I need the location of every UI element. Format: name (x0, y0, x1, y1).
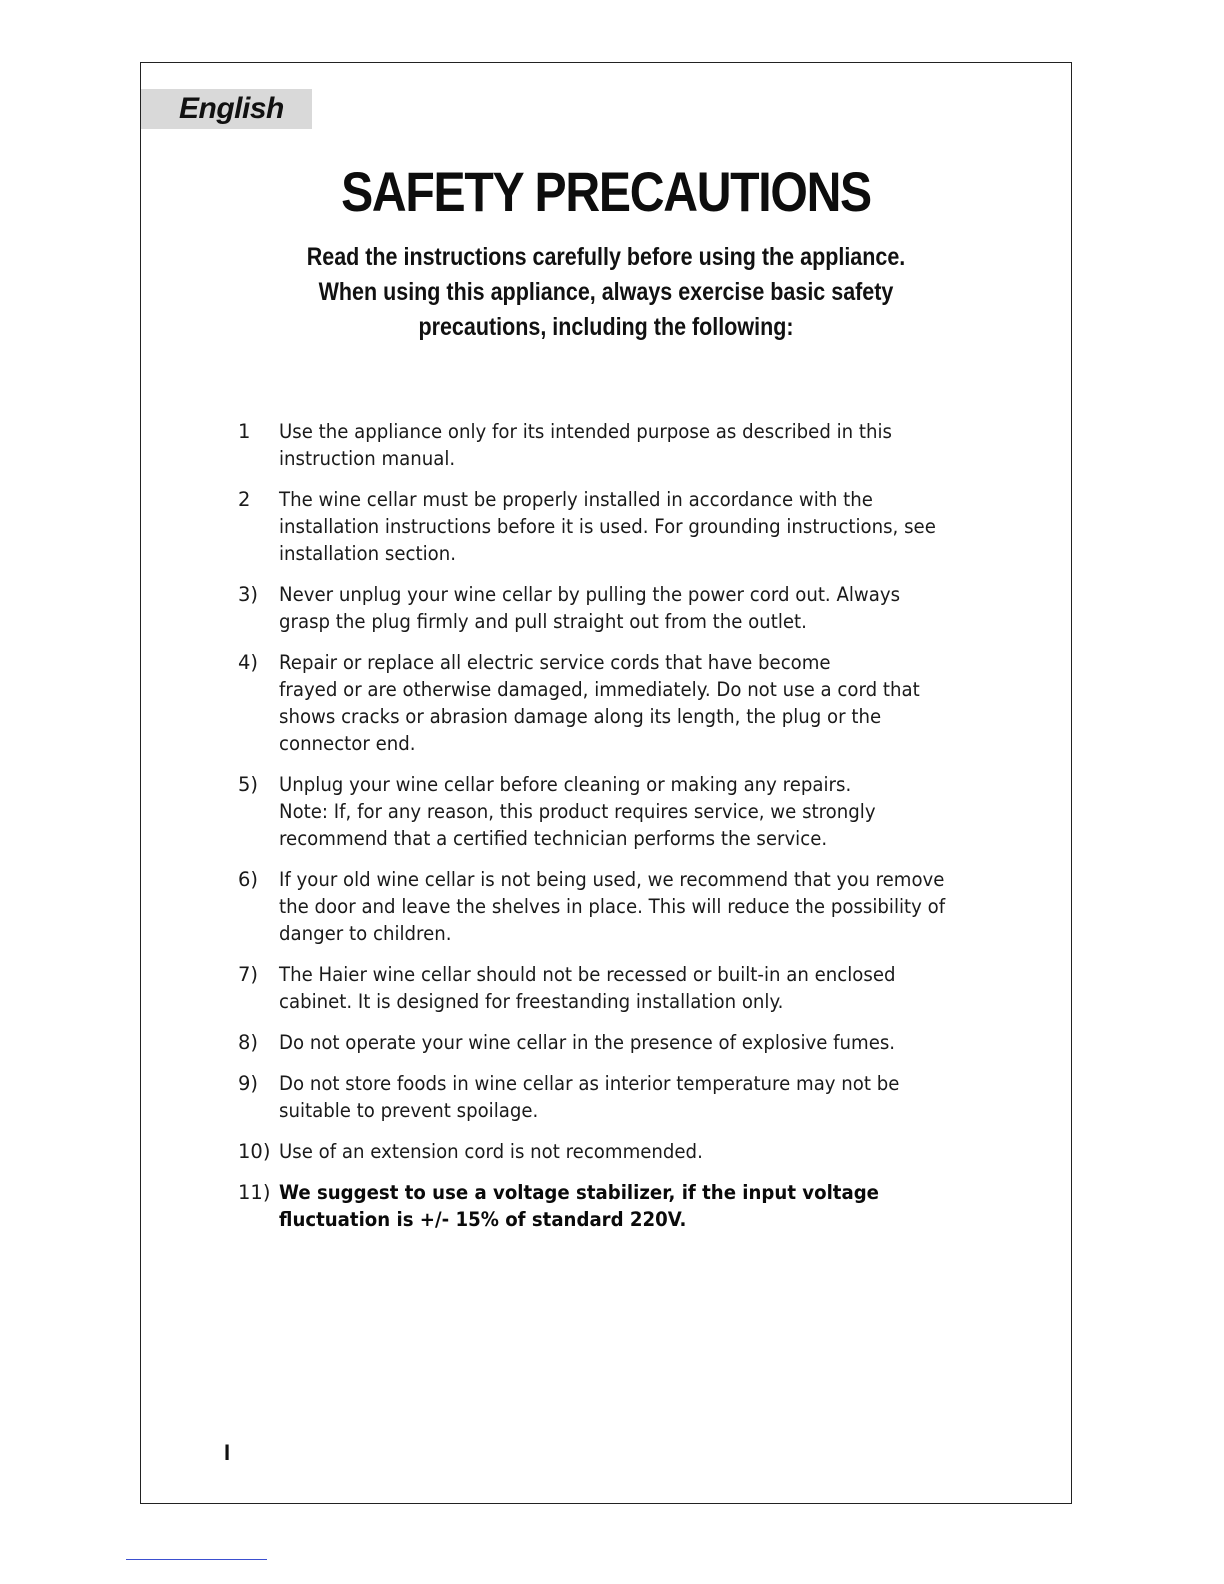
item-text (279, 866, 995, 947)
item-line: installation instructions before it is used. For grounding instructions, see (279, 515, 936, 538)
item-line: instruction manual. (279, 447, 456, 470)
item-line: Note: If, for any reason, this product requires service, we strongly (279, 800, 876, 823)
item-line: Do not operate your wine cellar in the presence of explosive fumes. (279, 1031, 896, 1054)
item-text (279, 1029, 990, 1056)
item-number: 5) (238, 773, 259, 796)
precautions-list (230, 418, 990, 1247)
item-text (279, 1070, 990, 1124)
list-item (230, 1138, 990, 1165)
item-line: installation section. (279, 542, 456, 565)
item-text (279, 649, 990, 757)
item-number: 8) (238, 1031, 259, 1054)
item-line: the door and leave the shelves in place. This will reduce the possibility of (279, 895, 946, 918)
item-line: suitable to prevent spoilage. (279, 1099, 539, 1122)
item-line: We suggest to use a voltage stabilizer, if the input voltage (279, 1181, 879, 1204)
item-line: connector end. (279, 732, 416, 755)
item-line: If your old wine cellar is not being used, we recommend that you remove (279, 868, 945, 891)
list-item (230, 771, 990, 852)
item-number: 2 (238, 488, 251, 511)
item-line: Repair or replace all electric service cords that have become (279, 651, 831, 674)
list-item (230, 649, 990, 757)
item-number: 7) (238, 963, 259, 986)
intro-line: When using this appliance, always exercise basic safety (318, 278, 894, 306)
item-text (279, 418, 990, 472)
item-line: frayed or are otherwise damaged, immediately. Do not use a cord that (279, 678, 920, 701)
item-text (279, 961, 990, 1015)
item-number: 3) (238, 583, 259, 606)
intro-line: Read the instructions carefully before using the appliance. (306, 243, 906, 271)
list-item (230, 1179, 990, 1233)
list-item (230, 866, 990, 947)
intro-paragraph (240, 240, 972, 345)
list-item (230, 581, 990, 635)
item-line: Use of an extension cord is not recommended. (279, 1140, 703, 1163)
intro-line: precautions, including the following: (418, 313, 794, 341)
item-number: 1 (238, 420, 251, 443)
footer-divider (126, 1559, 267, 1560)
list-item (230, 1070, 990, 1124)
list-item (230, 418, 990, 472)
item-number: 10) (238, 1140, 271, 1163)
list-item (230, 1029, 990, 1056)
item-number: 4) (238, 651, 259, 674)
item-text (279, 771, 990, 852)
page-number: I (224, 1440, 231, 1465)
list-item (230, 486, 990, 567)
item-text (279, 1179, 990, 1233)
item-line: Never unplug your wine cellar by pulling the power cord out. Always (279, 583, 901, 606)
item-line: The wine cellar must be properly installed in accordance with the (279, 488, 873, 511)
page-title: SAFETY PRECAUTIONS (341, 160, 871, 223)
item-number: 9) (238, 1072, 259, 1095)
item-line: Unplug your wine cellar before cleaning or making any repairs. (279, 773, 852, 796)
list-item (230, 961, 990, 1015)
item-line: Use the appliance only for its intended purpose as described in this (279, 420, 892, 443)
item-number: 11) (238, 1181, 271, 1204)
item-line: danger to children. (279, 922, 452, 945)
item-number: 6) (238, 868, 259, 891)
item-line: The Haier wine cellar should not be recessed or built-in an enclosed (279, 963, 896, 986)
item-line: grasp the plug firmly and pull straight out from the outlet. (279, 610, 807, 633)
item-line: cabinet. It is designed for freestanding installation only. (279, 990, 784, 1013)
item-text (279, 486, 990, 567)
item-text (279, 581, 990, 635)
item-line: Do not store foods in wine cellar as interior temperature may not be (279, 1072, 900, 1095)
item-line: fluctuation is +/- 15% of standard 220V. (279, 1208, 687, 1231)
item-line: recommend that a certified technician performs the service. (279, 827, 828, 850)
item-text (279, 1138, 990, 1165)
language-tab: English (141, 89, 312, 129)
item-line: shows cracks or abrasion damage along its length, the plug or the (279, 705, 882, 728)
